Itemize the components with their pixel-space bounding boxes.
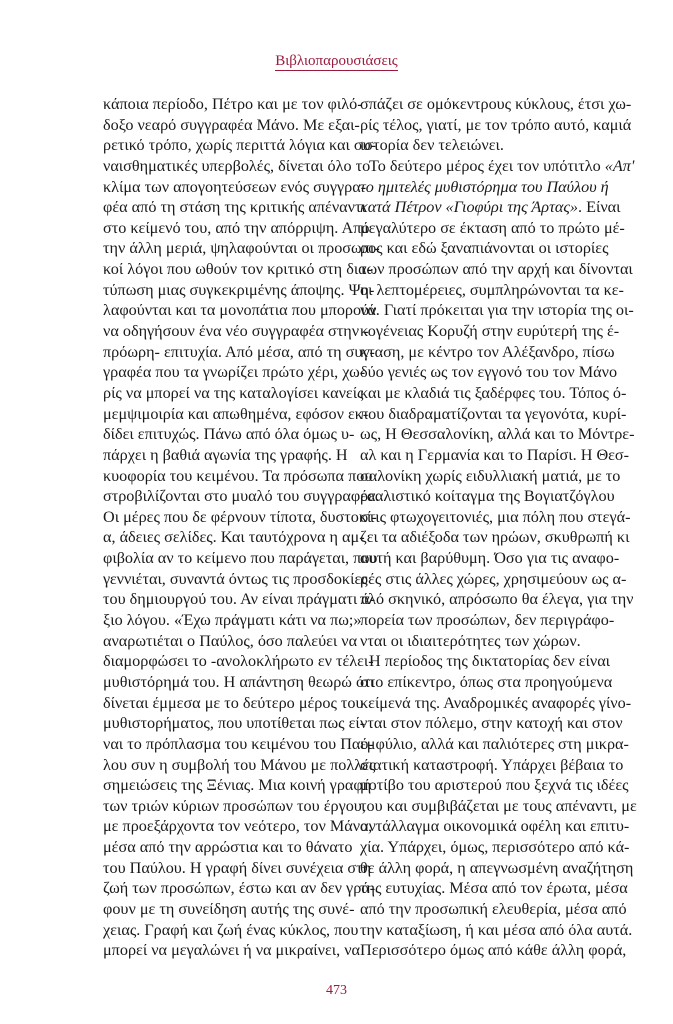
text-line (103, 177, 367, 198)
text-line (103, 837, 353, 858)
italic-text: το ημιτελές μυθιστόρημα του Παύλου ή (360, 177, 609, 196)
text-line (360, 713, 623, 734)
text-line (103, 589, 376, 610)
text-line (103, 280, 375, 301)
text-span: ρές στις άλλες χώρες, χρησιμεύουν ως α- (360, 569, 627, 588)
text-span: κογένειας Κορυζή στην ευρύτερή της έ- (360, 322, 620, 341)
text-line (103, 238, 380, 259)
text-span: του Παύλου. Η γραφή δίνει συνέχεια στη (103, 858, 372, 877)
text-span: σπάζει σε ομόκεντρους κύκλους, έτσι χω- (360, 95, 632, 113)
text-span: ως, Η Θεσσαλονίκη, αλλά και το Μόντρε- (360, 425, 635, 444)
text-span: του και συμβιβάζεται με τους απέναντι, με (360, 796, 637, 815)
text-line (360, 218, 625, 239)
text-line (103, 362, 366, 383)
text-span: χία. Υπάρχει, όμως, περισσότερο από κά- (360, 838, 630, 857)
text-line (103, 156, 371, 177)
text-line (360, 589, 634, 610)
text-line (103, 940, 361, 961)
text-line (360, 610, 615, 631)
italic-text: κατά Πέτρον «Γιοφύρι της Άρτας» (360, 198, 579, 217)
text-span: ρετικό τρόπο, χωρίς περιττά λόγια και συ- (103, 136, 377, 155)
text-span: σιατική καταστροφή. Υπάρχει βέβαια το (360, 755, 624, 774)
text-line (103, 135, 377, 156)
text-span: μοτίβο του αριστερού που ξεχνά τις ιδέες (360, 776, 629, 795)
text-line (103, 404, 369, 425)
text-span: λου συν η συμβολή του Μάνου με πολλές (103, 755, 376, 774)
text-span: ιστορία δεν τελειώνει. (360, 136, 504, 155)
text-span: με προεξάρχοντα τον νεότερο, τον Μάνο, (103, 817, 373, 836)
text-line (360, 816, 630, 837)
text-line (360, 445, 630, 466)
text-span: λαφούνται και τα μονοπάτια που μπορούν (103, 301, 377, 320)
text-span: κάποια περίοδο, Πέτρο και με τον φιλό- (103, 95, 363, 113)
text-line (360, 527, 630, 548)
text-line (103, 755, 376, 776)
text-span: στο επίκεντρο, όπως στα προηγούμενα (360, 672, 613, 691)
italic-text: «Απ' (604, 156, 635, 175)
text-line (360, 569, 627, 590)
text-line (103, 300, 377, 321)
text-line (103, 507, 377, 528)
text-line (103, 259, 373, 280)
text-span: ναισθηματικές υπερβολές, δίνεται όλο το (103, 156, 371, 175)
text-line (360, 177, 609, 198)
text-span: ξιο λόγου. «Έχω πράγματι κάτι να πω;» (103, 611, 362, 630)
text-span: δύο γενιές ως τον εγγονό του τον Μάνο (360, 363, 618, 382)
text-span: χειας. Γραφή και ζωή ένας κύκλος, που (103, 920, 359, 939)
text-span: κλίμα των απογοητεύσεων ενός συγγρα- (103, 177, 367, 196)
text-line (360, 404, 627, 425)
text-line (360, 466, 621, 487)
text-line (103, 424, 355, 445)
text-line (103, 383, 364, 404)
text-span: των τριών κύριων προσώπων του έργου, (103, 796, 366, 815)
text-span: νται στον πόλεμο, στην κατοχή και στον (360, 714, 623, 733)
text-line (360, 858, 634, 879)
text-span: μυθιστόρημά του. Η απάντηση θεωρώ ότι (103, 672, 375, 691)
text-line (103, 734, 374, 755)
text-span: στις φτωχογειτονιές, μια πόλη που στεγά- (360, 507, 631, 526)
text-span: τύπωση μιας συγκεκριμένης άποψης. Ψη- (103, 280, 375, 299)
text-line (360, 362, 618, 383)
text-line (103, 466, 373, 487)
text-span: αντάλλαγμα οικονομικά οφέλη και επιτυ- (360, 817, 630, 836)
text-span: σαλονίκη χωρίς ειδυλλιακή ματιά, με το (360, 466, 621, 485)
text-span: θε άλλη φορά, η απεγνωσμένη αναζήτηση (360, 858, 634, 877)
text-line (360, 920, 633, 941)
text-line (360, 321, 620, 342)
text-line (103, 115, 360, 136)
text-line (103, 693, 364, 714)
text-span: μέσα από την αρρώστια και το θάνατο (103, 838, 353, 857)
text-span: πάρχει η βαθιά αγωνία της γραφής. Η (103, 445, 348, 464)
text-line (103, 878, 376, 899)
text-span: Οι μέρες που δε φέρνουν τίποτα, δυστοκί- (103, 507, 377, 526)
left-column (103, 94, 380, 961)
text-line (360, 548, 620, 569)
text-span: Περισσότερο όμως από κάθε άλλη φορά, (360, 941, 627, 960)
text-line (103, 858, 372, 879)
text-span: δίδει επιτυχώς. Πάνω από όλα όμως υ- (103, 425, 355, 444)
text-line (360, 238, 609, 259)
text-span: σημειώσεις της Ξένιας. Μια κοινή γραφή (103, 776, 372, 795)
text-line (103, 796, 366, 817)
text-span: ναι το πρόπλασμα του κειμένου του Παύ- (103, 734, 374, 753)
text-line (360, 693, 632, 714)
text-line (103, 321, 369, 342)
text-line (360, 135, 601, 156)
text-line (360, 197, 621, 218)
text-line (103, 713, 366, 734)
text-span: αυτή και βαρύθυμη. Όσο για τις αναφο- (360, 549, 620, 568)
text-line (360, 672, 613, 693)
text-line (103, 527, 365, 548)
text-span: . Είναι (578, 198, 621, 217)
text-line (360, 755, 624, 776)
text-line (103, 445, 348, 466)
text-line (103, 816, 373, 837)
text-span: δοξο νεαρό συγγραφέα Μάνο. Με εξαι- (103, 115, 360, 134)
text-span: την καταξίωση, ή και μέσα από όλα αυτά. (360, 920, 633, 939)
text-span: ζωή των προσώπων, έστω και αν δεν γρά- (103, 879, 376, 898)
text-span: δίνεται έμμεσα με το δεύτερο μέρος του (103, 693, 364, 712)
text-line (360, 796, 637, 817)
text-line (360, 94, 632, 115)
text-span: αλ και η Γερμανία και το Παρίσι. Η Θεσ- (360, 445, 630, 464)
text-line (360, 734, 629, 755)
text-line (103, 610, 362, 631)
text-span: Το δεύτερο μέρος έχει τον υπότιτλο (369, 156, 605, 175)
text-span: οι λεπτομέρειες, συμπληρώνονται τα κε- (360, 280, 624, 299)
text-span: την άλλη μεριά, ψηλαφούνται οι προσωπι- (103, 239, 380, 258)
text-span: μπορεί να μεγαλώνει ή να μικραίνει, να (103, 941, 361, 960)
text-line (360, 631, 601, 652)
text-span: νά. Γιατί πρόκειται για την ιστορία της οι- (360, 301, 634, 320)
text-span: α, άδειες σελίδες. Και ταυτόχρονα η αμ- (103, 528, 365, 547)
text-line (103, 775, 372, 796)
text-span: πορεία των προσώπων, δεν περιγράφο- (360, 611, 615, 630)
text-span: που διαδραματίζονται τα γεγονότα, κυρί- (360, 404, 627, 423)
text-span: του δημιουργού του. Αν είναι πράγματι ά- (103, 590, 376, 609)
text-span: πλό σκηνικό, απρόσωπο θα έλεγα, για την (360, 590, 634, 609)
text-span: ρίς να μπορεί να της καταλογίσει κανείς (103, 383, 364, 402)
page-number: 473 (326, 983, 347, 998)
text-span: εμφύλιο, αλλά και παλιότερες στη μικρα- (360, 734, 629, 753)
text-line (360, 259, 633, 280)
text-line (360, 899, 627, 920)
text-line (103, 197, 366, 218)
text-line (360, 115, 632, 136)
text-line (103, 94, 363, 115)
text-span: μεμψιμοιρία και απωθημένα, εφόσον εκ- (103, 404, 369, 423)
text-line (103, 672, 375, 693)
text-line (360, 940, 627, 961)
text-line (103, 218, 370, 239)
text-line (360, 486, 615, 507)
text-line (103, 631, 358, 652)
text-span: φιβολία αν το κείμενο που παράγεται, που (103, 549, 378, 568)
text-span: κταση, με κέντρο τον Αλέξανδρο, πίσω (360, 342, 615, 361)
text-line (103, 899, 355, 920)
text-line (103, 920, 359, 941)
text-line (103, 548, 378, 569)
text-span: μεγαλύτερο σε έκταση από το πρώτο μέ- (360, 218, 625, 237)
text-line (103, 486, 380, 507)
text-span: διαμορφώσει το -ανολοκλήρωτο εν τέλει- (103, 652, 374, 671)
text-span: πρόωρη- επιτυχία. Από μέσα, από τη συγ- (103, 342, 375, 361)
text-span: ρεαλιστικό κοίταγμα της Βογιατζόγλου (360, 487, 615, 506)
text-span: φέα από τη στάση της κριτικής απέναντι (103, 198, 366, 217)
text-line (360, 837, 630, 858)
text-span: νται οι ιδιαιτερότητες των χώρων. (360, 631, 581, 650)
text-span: από την προσωπική ελευθερία, μέσα από (360, 899, 627, 918)
running-header (0, 52, 673, 70)
text-span: των προσώπων από την αρχή και δίνονται (360, 260, 633, 279)
text-line (360, 507, 631, 528)
text-span: ζει τα αδιέξοδα των ηρώων, σκυθρωπή κι (360, 528, 630, 547)
text-span: φουν με τη συνείδηση αυτής της συνέ- (103, 899, 355, 918)
text-line (103, 569, 368, 590)
text-line (360, 775, 629, 796)
text-line (360, 300, 634, 321)
text-line (360, 424, 635, 445)
text-span: κοί λόγοι που ωθούν τον κριτικό στη δια- (103, 260, 373, 279)
text-span: γεννιέται, συναντά όντως τις προσδοκίες (103, 569, 368, 588)
right-column (360, 94, 637, 961)
text-span: γραφέα που τα γνωρίζει πρώτο χέρι, χω- (103, 363, 366, 382)
text-span: μυθιστορήματος, που υποτίθεται πως εί- (103, 714, 366, 733)
text-line (360, 651, 611, 672)
text-span: ρίς τέλος, γιατί, με τον τρόπο αυτό, καμιά (360, 115, 632, 134)
text-line (360, 383, 627, 404)
text-span: ρος και εδώ ξαναπιάνονται οι ιστορίες (360, 239, 609, 258)
text-span: να οδηγήσουν ένα νέο συγγραφέα στην - (103, 322, 369, 341)
text-span: στο κείμενό του, από την απόρριψη. Από (103, 218, 370, 237)
text-line (360, 156, 635, 177)
text-line (360, 878, 628, 899)
text-span: αναρωτιέται ο Παύλος, όσο παλεύει να (103, 631, 358, 650)
text-span: Η περίοδος της δικτατορίας δεν είναι (369, 652, 611, 671)
text-span: και με κλαδιά τις ξαδέρφες του. Τόπος ό- (360, 383, 627, 402)
text-line (103, 342, 375, 363)
text-line (103, 651, 374, 672)
text-line (360, 280, 624, 301)
text-span: κυοφορία του κειμένου. Τα πρόσωπα που (103, 466, 373, 485)
text-span: στροβιλίζονται στο μυαλό του συγγραφέα. (103, 487, 380, 506)
text-line (360, 342, 615, 363)
section-title: Βιβλιοπαρουσιάσεις (275, 53, 398, 69)
text-span: κείμενά της. Αναδρομικές αναφορές γίνο- (360, 693, 632, 712)
text-span: της ευτυχίας. Μέσα από τον έρωτα, μέσα (360, 879, 628, 898)
